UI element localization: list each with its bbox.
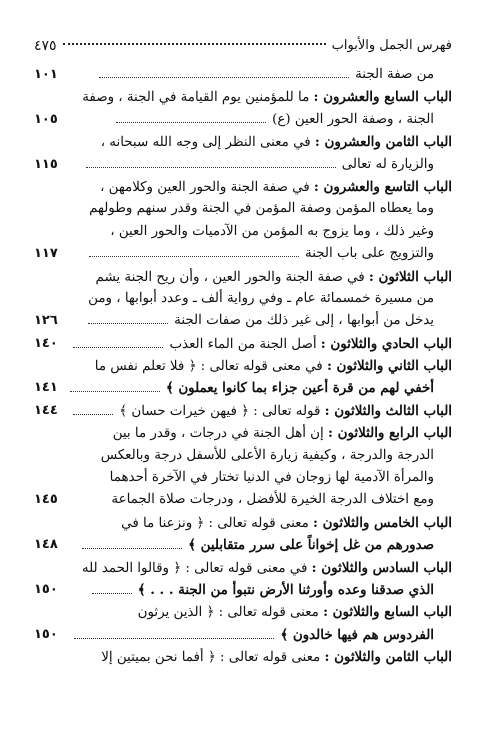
- chapter-heading: الباب السابع والعشرون :: [313, 89, 452, 106]
- dot-leader: [116, 122, 266, 123]
- page-number: ١٤٤: [34, 402, 58, 418]
- page-number: ١٤١: [34, 380, 58, 396]
- page-number: ١١٧: [34, 246, 58, 262]
- page-number: ١٤٥: [34, 492, 58, 508]
- entry-text: في صفة الجنة والحور العين وكلامهن ،: [100, 179, 314, 195]
- header-title: فهرس الجمل والأبواب: [331, 38, 452, 53]
- toc-line-text: [166, 377, 434, 400]
- toc-line-text: [101, 445, 434, 467]
- toc-line: [34, 355, 452, 377]
- toc-line: [34, 243, 452, 265]
- entry-text: في معنى قوله تعالى : ﴿ وقالوا الحمد لله: [81, 560, 312, 576]
- entry-text: وغير ذلك ، وما يزوج به المؤمن من الآدميات والحور العين ،: [110, 223, 434, 239]
- dot-leader: [99, 77, 349, 78]
- entry-text: معنى قوله تعالى : ﴿ ونزعنا ما في: [121, 515, 313, 531]
- entry-text: ومع اختلاف الدرجة الخيرة للأفضل ، ودرجات صلاة الجماعة: [111, 492, 434, 508]
- toc-line-text: [138, 579, 434, 602]
- toc-line: [34, 624, 452, 646]
- chapter-heading: الباب الثامن والعشرون :: [314, 134, 452, 151]
- entry-text: أخفي لهم من قرة أعين جزاء بما كانوا يعملون ﴾: [165, 380, 434, 397]
- toc-line: [34, 467, 452, 489]
- chapter-heading: الباب الثلاثون :: [368, 268, 452, 285]
- toc-line: [34, 64, 452, 86]
- toc-line: [34, 198, 452, 220]
- toc-line-text: [119, 400, 452, 423]
- dot-leader: [86, 167, 336, 168]
- toc-line-text: [95, 355, 452, 378]
- page-number: ١٤٠: [34, 335, 58, 351]
- toc-line: [34, 579, 452, 601]
- toc-line: [34, 489, 452, 511]
- entry-text: في صفة الجنة والحور العين ، وأن ريح الجنة يشم: [95, 269, 369, 285]
- entry-text: الدرجة والدرجة ، وكيفية زيارة الأعلى للأسفل درجة وبالعكس: [100, 447, 434, 463]
- page-number: ١٤٨: [34, 537, 58, 553]
- toc-line: [34, 557, 452, 579]
- dot-leader: [89, 256, 299, 257]
- entry-text: وما يعطاه المؤمن وصفة المؤمن في الجنة وقدر سنهم وطولهم: [89, 201, 434, 217]
- toc-line: [34, 377, 452, 399]
- toc-line: [34, 646, 452, 668]
- toc-line-text: [82, 557, 452, 580]
- toc-line: [34, 288, 452, 310]
- toc-line-text: [280, 624, 434, 647]
- page-header: [34, 34, 452, 58]
- entry-text: ما للمؤمنين يوم القيامة في الجنة ، وصفة: [82, 90, 314, 106]
- chapter-heading: الباب الرابع والثلاثون :: [328, 425, 452, 442]
- entry-text: معنى قوله تعالى : ﴿ الذين يرثون: [137, 605, 324, 621]
- entry-text: والمرأة الآدمية لها زوجان في الدنيا تختار في الآخرة أحدهما: [109, 470, 434, 486]
- entry-text: الذي صدقنا وعده وأورثنا الأرض نتبوأ من الجنة . . . ﴾: [137, 581, 434, 598]
- toc-line-text: [121, 512, 452, 535]
- toc-line: [34, 109, 452, 131]
- toc-line: [34, 154, 452, 176]
- toc-line-text: [272, 109, 434, 131]
- toc-line: [34, 601, 452, 623]
- entry-text: في معنى النظر إلى وجه الله سبحانه ،: [100, 135, 315, 151]
- dot-leader: [92, 593, 132, 594]
- toc-line-text: [188, 534, 434, 557]
- entry-text: والتزويج على باب الجنة: [305, 246, 434, 262]
- dot-leader: [82, 548, 182, 549]
- entry-text: والزيارة له تعالى: [341, 156, 434, 172]
- entry-text: الجنة ، وصفة الحور العين (ع): [272, 111, 434, 127]
- chapter-heading: الباب الحادي والثلاثون :: [320, 335, 452, 352]
- toc-line-text: [355, 64, 434, 86]
- toc-line-text: [82, 86, 452, 109]
- chapter-heading: الباب الثاني والثلاثون :: [326, 358, 452, 375]
- header-dot-leader: [63, 43, 326, 45]
- entry-text: معنى قوله تعالى : ﴿ أفما نحن بميتين إلا: [101, 650, 325, 666]
- toc-line: [34, 400, 452, 422]
- dot-leader: [88, 323, 168, 324]
- toc-line: [34, 176, 452, 198]
- toc-line: [34, 310, 452, 332]
- entry-text: إن أهل الجنة في درجات ، وقدر ما بين: [112, 426, 328, 442]
- page-number: ١٠٥: [34, 111, 58, 127]
- page-number: ١٢٦: [34, 313, 58, 329]
- dot-leader: [74, 638, 274, 639]
- toc-line-text: [88, 288, 434, 310]
- header-page-number: ٤٧٥: [34, 38, 57, 54]
- entry-text: في معنى قوله تعالى : ﴿ فلا تعلم نفس ما: [94, 359, 327, 375]
- page-number: ١٥٠: [34, 626, 58, 642]
- toc-line: [34, 422, 452, 444]
- page-number: ١٥٠: [34, 581, 58, 597]
- entry-text: من صفة الجنة: [355, 67, 434, 82]
- toc-line-text: [100, 176, 452, 199]
- toc-line-text: [138, 601, 452, 624]
- entry-text: صدورهم من غل إخواناً على سرر متقابلين ﴾: [188, 537, 434, 554]
- toc-line-text: [110, 221, 434, 243]
- toc-line: [34, 333, 452, 355]
- entry-text: من مسيرة خمسمائة عام ـ وفي رواية ألف ـ وعدد أبوابها ، ومن: [88, 290, 434, 306]
- toc-line: [34, 512, 452, 534]
- toc-line-text: [342, 154, 434, 176]
- chapter-heading: الباب السابع والثلاثون :: [323, 604, 452, 621]
- entry-text: أصل الجنة من الماء العذب: [169, 336, 321, 352]
- toc-line: [34, 534, 452, 556]
- toc-line: [34, 131, 452, 153]
- toc-line: [34, 221, 452, 243]
- dot-leader: [73, 347, 163, 348]
- toc-line-text: [110, 467, 434, 489]
- page-number: ١١٥: [34, 156, 58, 172]
- entry-text: الفردوس هم فيها خالدون ﴾: [280, 626, 434, 643]
- page-number: ١٠١: [34, 67, 58, 82]
- toc-line-text: [101, 131, 452, 154]
- chapter-heading: الباب الخامس والثلاثون :: [313, 514, 452, 531]
- entry-text: قوله تعالى : ﴿ فيهن خيرات حسان ﴾: [119, 403, 325, 419]
- chapter-heading: الباب السادس والثلاثون :: [311, 559, 452, 576]
- entry-text: يدخل من أبوابها ، إلى غير ذلك من صفات الجنة: [174, 313, 434, 329]
- toc-line: [34, 86, 452, 108]
- chapter-heading: الباب الثالث والثلاثون :: [324, 402, 452, 419]
- toc-line-text: [111, 489, 434, 511]
- toc-entries: [34, 64, 452, 669]
- toc-line-text: [89, 198, 434, 220]
- toc-line: [34, 445, 452, 467]
- toc-line-text: [169, 333, 452, 356]
- toc-line: [34, 266, 452, 288]
- toc-line-text: [174, 310, 434, 332]
- toc-line-text: [305, 243, 434, 265]
- toc-line-text: [101, 646, 452, 669]
- chapter-heading: الباب التاسع والعشرون :: [313, 178, 452, 195]
- chapter-heading: الباب الثامن والثلاثون :: [324, 649, 452, 666]
- toc-line-text: [113, 422, 452, 445]
- toc-line-text: [96, 266, 452, 289]
